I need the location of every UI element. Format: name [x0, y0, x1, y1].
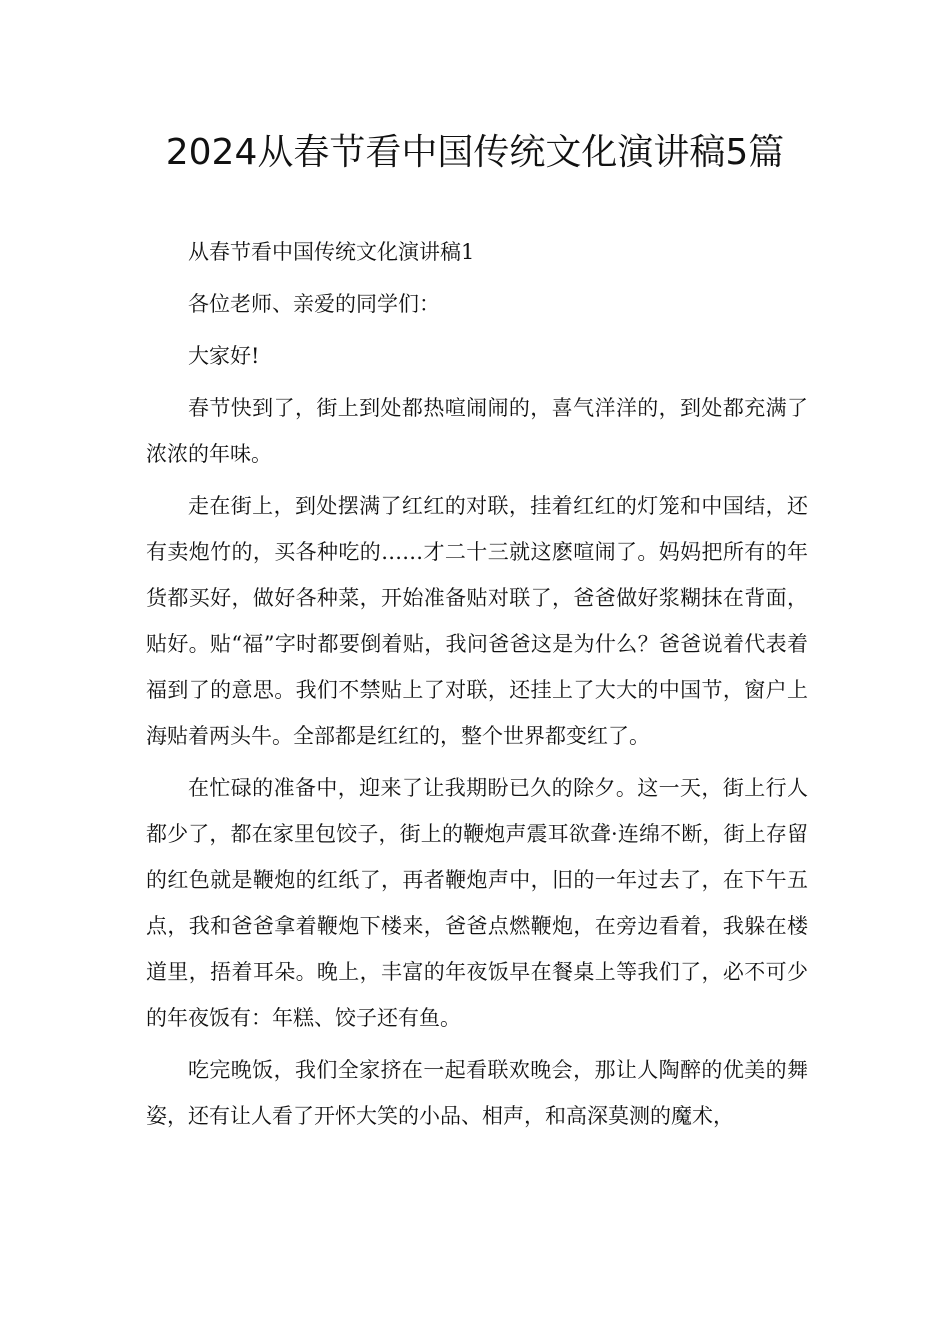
- document-body: [146, 229, 808, 1145]
- document-title: 2024从春节看中国传统文化演讲稿5篇: [165, 132, 785, 173]
- paragraph-greeting: 大家好!: [188, 344, 260, 368]
- paragraph-body: 在忙碌的准备中，迎来了让我期盼已久的除夕。这一天，街上行人都少了，都在家里包饺子，街上的鞭炮声震耳欲聋·连绵不断，街上存留的红色就是鞭炮的红纸了，再者鞭炮声中，旧的一年过去了，在下午五点，我和爸爸拿着鞭炮下楼来，爸爸点燃鞭炮，在旁边看着，我躲在楼道里，捂着耳朵。晚上，丰富的年夜饭早在餐桌上等我们了，必不可少的年夜饭有：年糕、饺子还有鱼。: [146, 776, 808, 1030]
- paragraph-salutation: 各位老师、亲爱的同学们：: [188, 292, 440, 316]
- paragraph-body: 走在街上，到处摆满了红红的对联，挂着红红的灯笼和中国结，还有卖炮竹的，买各种吃的……才二十三就这麽喧闹了。妈妈把所有的年货都买好，做好各种菜，开始准备贴对联了，爸爸做好浆糊抹在背面，贴好。贴“福”字时都要倒着贴，我问爸爸这是为什么？爸爸说着代表着福到了的意思。我们不禁贴上了对联，还挂上了大大的中国节，窗户上海贴着两头牛。全部都是红红的，整个世界都变红了。: [146, 494, 808, 748]
- paragraph-body: 春节快到了，街上到处都热喧闹闹的，喜气洋洋的，到处都充满了浓浓的年味。: [146, 396, 808, 466]
- paragraph-body: 吃完晚饭，我们全家挤在一起看联欢晚会，那让人陶醉的优美的舞姿，还有让人看了开怀大笑的小品、相声，和高深莫测的魔术，: [146, 1058, 808, 1128]
- paragraph-speech-heading: 从春节看中国传统文化演讲稿1: [188, 240, 475, 264]
